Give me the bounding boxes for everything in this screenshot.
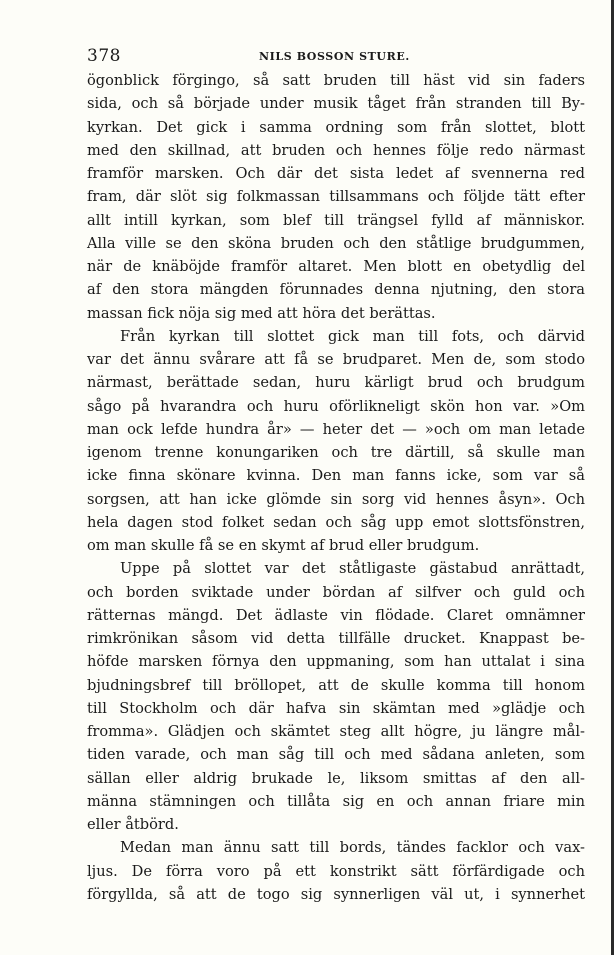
text-line: männa stämningen och tillåta sig en och annan friare min — [87, 792, 585, 810]
page-number: 378 — [87, 46, 121, 66]
text-line: sågo på hvarandra och huru oförlikneligt skön hon var. »Om — [87, 397, 585, 415]
text-line: fram, där slöt sig folkmassan tillsammans och följde tätt efter — [87, 188, 585, 206]
text-line: närmast, berättade sedan, huru kärligt brud och brudgum — [87, 374, 585, 392]
text-line: med den skillnad, att bruden och hennes följe redo närmast — [87, 141, 585, 159]
text-line: tiden varade, och man såg till och med sådana anleten, som — [87, 746, 585, 764]
text-line: sida, och så började under musik tåget från stranden till By- — [87, 95, 585, 113]
text-line: bjudningsbref till bröllopet, att de skulle komma till honom — [87, 676, 585, 694]
text-line: till Stockholm och där hafva sin skämtan med »glädje och — [87, 699, 585, 717]
text-line: Alla ville se den sköna bruden och den ståtlige brudgummen, — [87, 234, 585, 252]
text-line: rätternas mängd. Det ädlaste vin flödade. Claret omnämner — [87, 606, 585, 624]
text-line: ljus. De förra voro på ett konstrikt sätt förfärdigade och — [87, 862, 585, 880]
text-line: hela dagen stod folket sedan och såg upp emot slottsfönstren, — [87, 513, 585, 531]
text-line: framför marsken. Och där det sista ledet af svennerna red — [87, 165, 585, 182]
text-line: höfde marsken förnya den uppmaning, som han uttalat i sina — [87, 653, 585, 671]
text-line: af den stora mängden förunnades denna njutning, den stora — [87, 281, 585, 299]
text-line: om man skulle få se en skymt af brud eller brudgum. — [87, 537, 480, 554]
text-line: Medan man ännu satt till bords, tändes facklor och vax- — [120, 839, 585, 857]
text-line: sällan eller aldrig brukade le, liksom smittas af den all- — [87, 769, 585, 787]
text-line: massan fick nöja sig med att höra det berättas. — [87, 304, 436, 322]
text-line: rimkrönikan såsom vid detta tillfälle drucket. Knappast be- — [87, 630, 585, 647]
text-line: icke finna skönare kvinna. Den man fanns icke, som var så — [87, 467, 585, 485]
text-line: Uppe på slottet var det ståtligaste gästabud anrättadt, — [120, 560, 585, 578]
text-line: igenom trenne konungariken och tre därtill, så skulle man — [87, 444, 585, 461]
text-line: allt intill kyrkan, som blef till trängsel fylld af människor. — [87, 211, 585, 229]
text-line: när de knäböjde framför altaret. Men blott en obetydlig del — [87, 258, 585, 275]
text-line: man ock lefde hundra år» — heter det — »och om man letade — [87, 420, 585, 438]
body-text — [87, 69, 585, 906]
text-line: Från kyrkan till slottet gick man till fots, och därvid — [120, 327, 585, 345]
text-line: kyrkan. Det gick i samma ordning som från slottet, blott — [87, 118, 585, 136]
text-line: var det ännu svårare att få se brudparet. Men de, som stodo — [87, 351, 585, 368]
text-line: fromma». Glädjen och skämtet steg allt högre, ju längre mål- — [87, 723, 585, 740]
text-line: sorgsen, att han icke glömde sin sorg vid hennes åsyn». Och — [87, 490, 585, 508]
text-line: förgyllda, så att de togo sig synnerligen väl ut, i synnerhet — [87, 885, 585, 903]
text-line: eller åtbörd. — [87, 816, 179, 833]
text-line: och borden sviktade under bördan af silfver och guld och — [87, 583, 585, 601]
text-line: ögonblick förgingo, så satt bruden till häst vid sin faders — [87, 72, 585, 89]
running-head: NILS BOSSON STURE. — [259, 50, 410, 63]
page-header — [87, 46, 585, 70]
